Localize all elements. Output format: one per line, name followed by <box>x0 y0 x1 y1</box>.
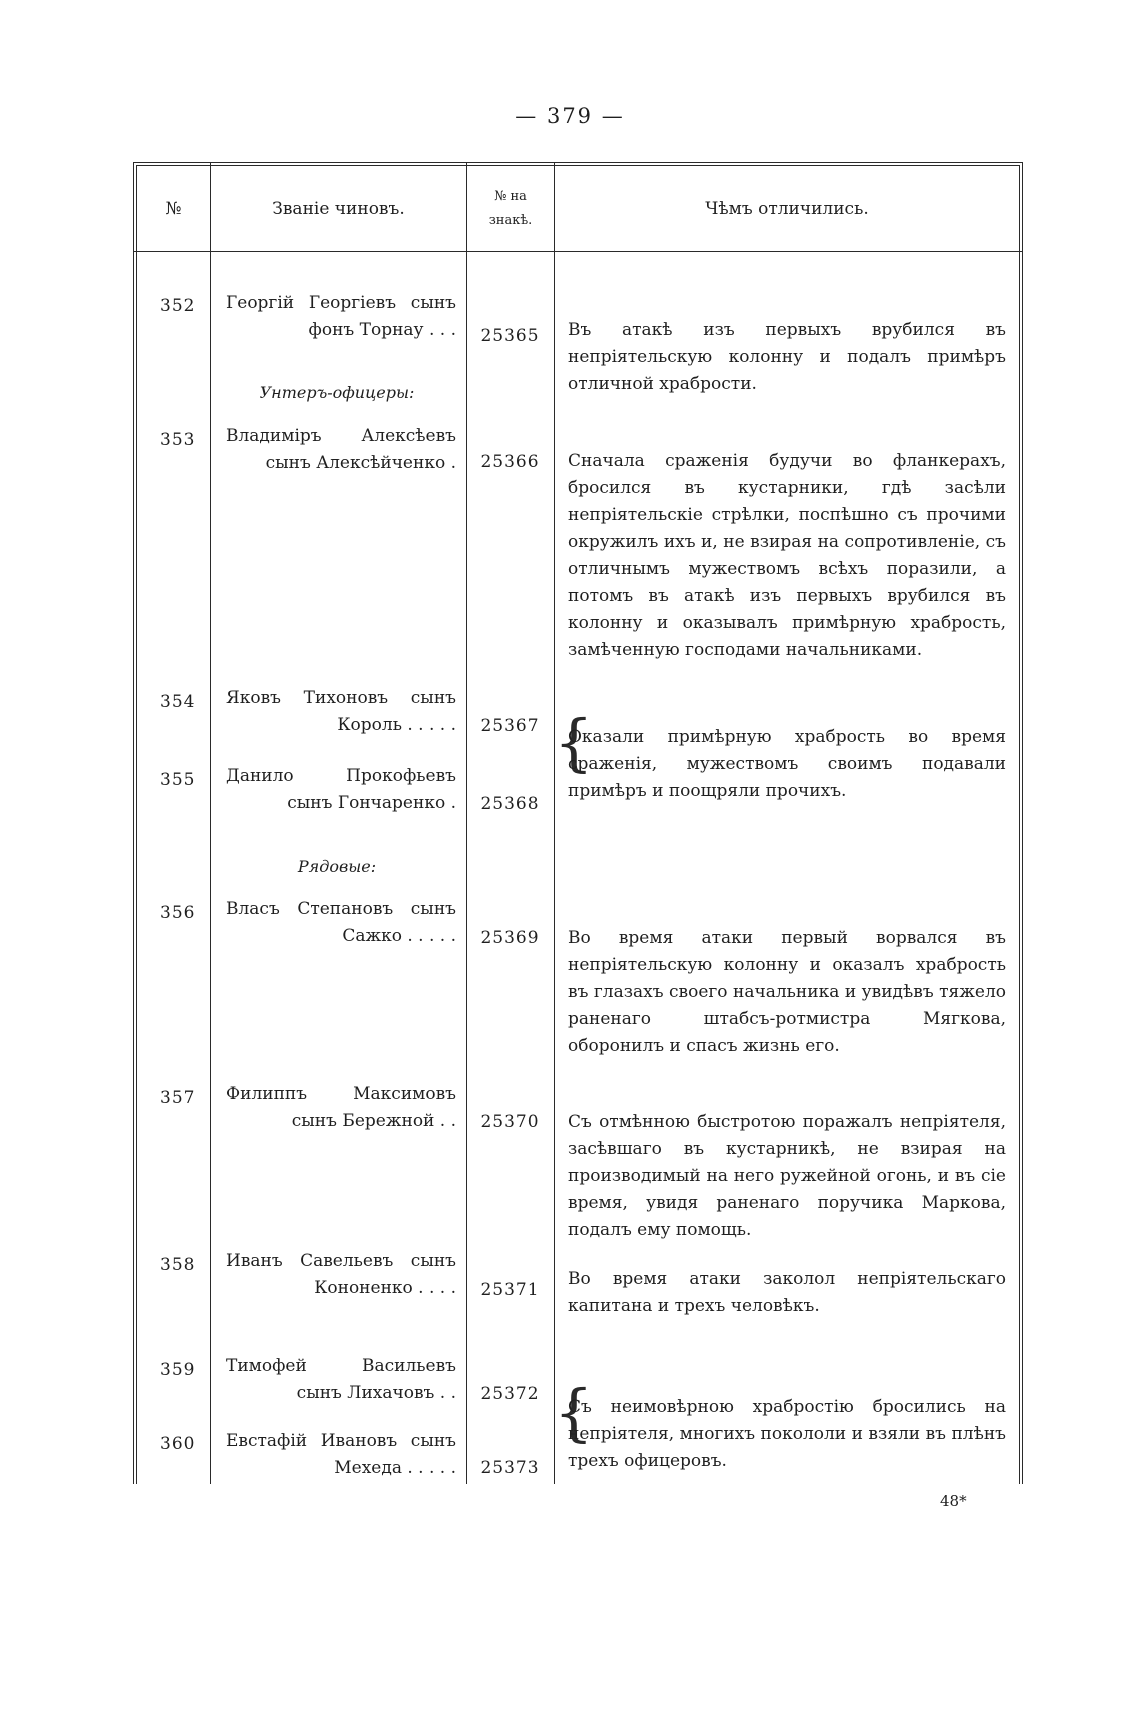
rank-name <box>226 1081 456 1135</box>
rank-name-line: Данило Прокофьевъ <box>226 766 456 786</box>
merit-text: Въ атакѣ изъ первыхъ врубился въ непріятельскую колонну и подалъ примѣръ отличной храбрости. <box>568 320 1006 394</box>
rank-name-line: фонъ Торнау . . . <box>308 320 456 340</box>
rank-name-line: сынъ Гончаренко . <box>287 793 456 813</box>
merit-text: Во время атаки первый ворвался въ непріятельскую колонну и оказалъ храбрость въ глазахъ своего начальника и увидѣвъ тяжело раненаго штабсъ-ротмистра Мягкова, оборонилъ и спасъ жизнь его. <box>568 928 1006 1056</box>
rank-name-line: Тимофей Васильевъ <box>226 1356 456 1376</box>
rank-name-line: сынъ Бережной . . <box>291 1111 456 1131</box>
rank-name <box>226 763 456 817</box>
rank-name <box>226 896 456 950</box>
rank-name-line: сынъ Лихачовъ . . <box>296 1383 456 1403</box>
rank-name-line: Кононенко . . . . <box>314 1278 456 1298</box>
row-number: 358 <box>160 1255 196 1275</box>
grouping-brace: { <box>554 706 594 779</box>
page-number: — 379 — <box>515 104 625 128</box>
merit-text: Съ отмѣнною быстротою поражалъ непріятеля, засѣвшаго въ кустарникѣ, не взирая на производимый на него ружейной огонь, и въ сіе время, увидя раненаго поручика Маркова, подалъ ему помощь. <box>568 1112 1006 1240</box>
badge-number: 25371 <box>480 1280 540 1300</box>
header-num: № <box>165 198 182 219</box>
rank-name-line: Иванъ Савельевъ сынъ <box>226 1251 456 1271</box>
grouping-brace: { <box>554 1376 594 1449</box>
rank-name-line: Владиміръ Алексѣевъ <box>226 426 456 446</box>
row-number: 356 <box>160 903 196 923</box>
rank-name <box>226 1248 456 1302</box>
row-number: 353 <box>160 430 196 450</box>
badge-number: 25369 <box>480 928 540 948</box>
column-divider <box>466 162 467 1484</box>
rank-name-line: Евстафій Ивановъ сынъ <box>226 1431 456 1451</box>
rank-name-line: Власъ Степановъ сынъ <box>226 899 456 919</box>
badge-number: 25366 <box>480 452 540 472</box>
rank-name <box>226 423 456 477</box>
row-number: 354 <box>160 692 196 712</box>
badge-number: 25370 <box>480 1112 540 1132</box>
header-badge-line1: № на <box>494 188 527 204</box>
header-divider <box>133 251 1023 252</box>
section-heading: Рядовые: <box>297 857 377 876</box>
row-number: 355 <box>160 770 196 790</box>
rank-name <box>226 1353 456 1407</box>
signature-mark: 48* <box>940 1492 967 1510</box>
section-heading: Унтеръ-офицеры: <box>259 383 415 402</box>
row-number: 357 <box>160 1088 196 1108</box>
rank-name-line: Георгій Георгіевъ сынъ <box>226 293 456 313</box>
rank-name <box>226 1428 456 1482</box>
rank-name-line: Король . . . . . <box>337 715 456 735</box>
rank-name-line: Яковъ Тихоновъ сынъ <box>226 688 456 708</box>
header-merit: Чѣмъ отличились. <box>705 198 869 219</box>
badge-number: 25373 <box>480 1458 540 1478</box>
rank-name-line: Мехеда . . . . . <box>334 1458 456 1478</box>
rank-name-line: Филиппъ Максимовъ <box>226 1084 456 1104</box>
row-number: 359 <box>160 1360 196 1380</box>
rank-name <box>226 685 456 739</box>
column-divider <box>554 162 555 1484</box>
header-rank: Званіе чиновъ. <box>272 198 405 219</box>
badge-number: 25367 <box>480 716 540 736</box>
merit-text: Сначала сраженія будучи во фланкерахъ, бросился въ кустарники, гдѣ засѣли непріятельскіе стрѣлки, поспѣшно съ прочими окружилъ ихъ и, не взирая на сопротивленіе, съ отличнымъ мужествомъ всѣхъ поразили, а потомъ въ атакѣ изъ первыхъ врубился въ колонну и оказывалъ примѣрную храбрость, замѣченную господами начальниками. <box>568 451 1006 660</box>
rank-name <box>226 290 456 344</box>
merit-text: Съ неимовѣрною храбростію бросились на непріятеля, многихъ покололи и взяли въ плѣнъ трехъ офицеровъ. <box>568 1397 1006 1471</box>
row-number: 352 <box>160 296 196 316</box>
rank-name-line: сынъ Алексѣйченко . <box>265 453 456 473</box>
badge-number: 25365 <box>480 326 540 346</box>
badge-number: 25368 <box>480 794 540 814</box>
merit-text: Оказали примѣрную храбрость во время сраженія, мужествомъ своимъ подавали примѣръ и поощряли прочихъ. <box>568 727 1006 801</box>
row-number: 360 <box>160 1434 196 1454</box>
header-badge-line2: знакѣ. <box>488 212 533 228</box>
header-badge <box>467 166 554 251</box>
badge-number: 25372 <box>480 1384 540 1404</box>
rank-name-line: Сажко . . . . . <box>342 926 456 946</box>
column-divider <box>210 162 211 1484</box>
merit-text: Во время атаки заколол непріятельскаго капитана и трехъ человѣкъ. <box>568 1269 1006 1316</box>
